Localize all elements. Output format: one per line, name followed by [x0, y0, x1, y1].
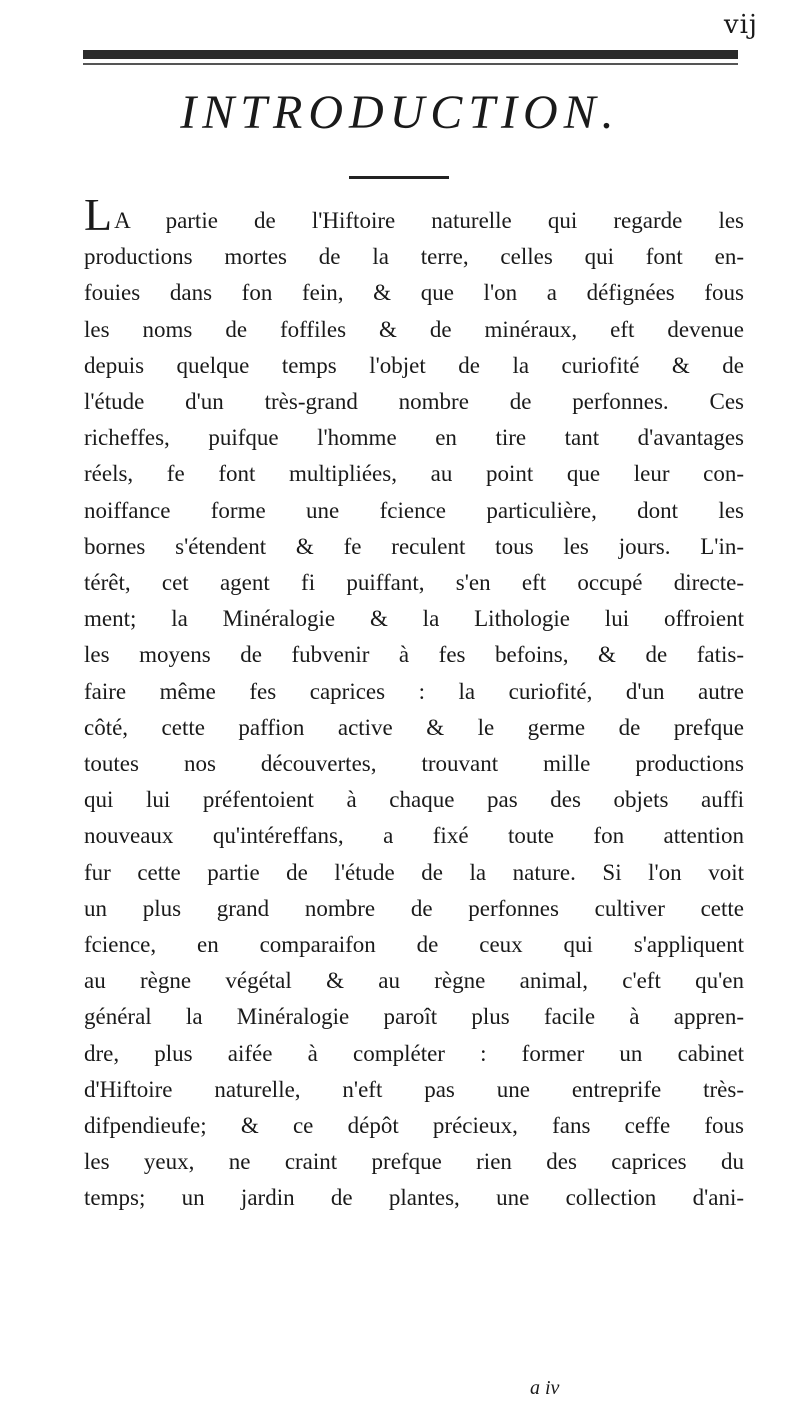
page-number: vij	[723, 10, 758, 40]
text-line: temps; un jardin de plantes, une collection d'ani-	[84, 1185, 744, 1211]
text-line: ment; la Minéralogie & la Lithologie lui offroient	[84, 606, 744, 632]
header-rule	[83, 50, 738, 59]
text-line: fouies dans fon fein, & que l'on a défignées fous	[84, 280, 744, 306]
text-line: richeffes, puifque l'homme en tire tant d'avantages	[84, 425, 744, 451]
text-line: térêt, cet agent fi puiffant, s'en eft occupé directe-	[84, 570, 744, 596]
text-line: bornes s'étendent & fe reculent tous les jours. L'in-	[84, 533, 744, 559]
text-line: l'étude d'un très-grand nombre de perfonnes. Ces	[84, 389, 744, 415]
text-line: au règne végétal & au règne animal, c'eft qu'en	[84, 968, 744, 994]
text-line: les moyens de fubvenir à fes befoins, & de fatis-	[84, 642, 744, 668]
text-line: d'Hiftoire naturelle, n'eft pas une entreprife très-	[84, 1076, 744, 1102]
text-line: dre, plus aifée à compléter : former un cabinet	[84, 1040, 744, 1066]
text-line: les yeux, ne craint prefque rien des caprices du	[84, 1149, 744, 1175]
text-line: qui lui préfentoient à chaque pas des objets auffi	[84, 787, 744, 813]
signature-mark: a iv	[530, 1377, 560, 1399]
text-line: productions mortes de la terre, celles qui font en-	[84, 244, 744, 270]
text-line: côté, cette paffion active & le germe de prefque	[84, 714, 744, 740]
text-line: réels, fe font multipliées, au point que leur con-	[84, 461, 744, 487]
text-line: un plus grand nombre de perfonnes cultiver cette	[84, 895, 744, 921]
body-paragraph	[84, 189, 744, 1217]
title-rule	[349, 176, 449, 179]
text-line: les noms de foffiles & de minéraux, eft devenue	[84, 316, 744, 342]
text-line: LA partie de l'Hiftoire naturelle qui regarde les	[84, 189, 744, 240]
text-line: nouveaux qu'intéreffans, a fixé toute fon attention	[84, 823, 744, 849]
page-title: INTRODUCTION.	[180, 86, 620, 139]
text-line: difpendieufe; & ce dépôt précieux, fans ceffe fous	[84, 1113, 744, 1139]
text-line: général la Minéralogie paroît plus facile à appren-	[84, 1004, 744, 1030]
drop-cap: L	[84, 189, 113, 240]
text-line: fcience, en comparaifon de ceux qui s'appliquent	[84, 932, 744, 958]
text-line: fur cette partie de l'étude de la nature. Si l'on voit	[84, 859, 744, 885]
text-line: toutes nos découvertes, trouvant mille productions	[84, 751, 744, 777]
header-rule-thin	[83, 63, 738, 65]
text-line: noiffance forme une fcience particulière, dont les	[84, 497, 744, 523]
text-line: faire même fes caprices : la curiofité, d'un autre	[84, 678, 744, 704]
text-line: depuis quelque temps l'objet de la curiofité & de	[84, 352, 744, 378]
